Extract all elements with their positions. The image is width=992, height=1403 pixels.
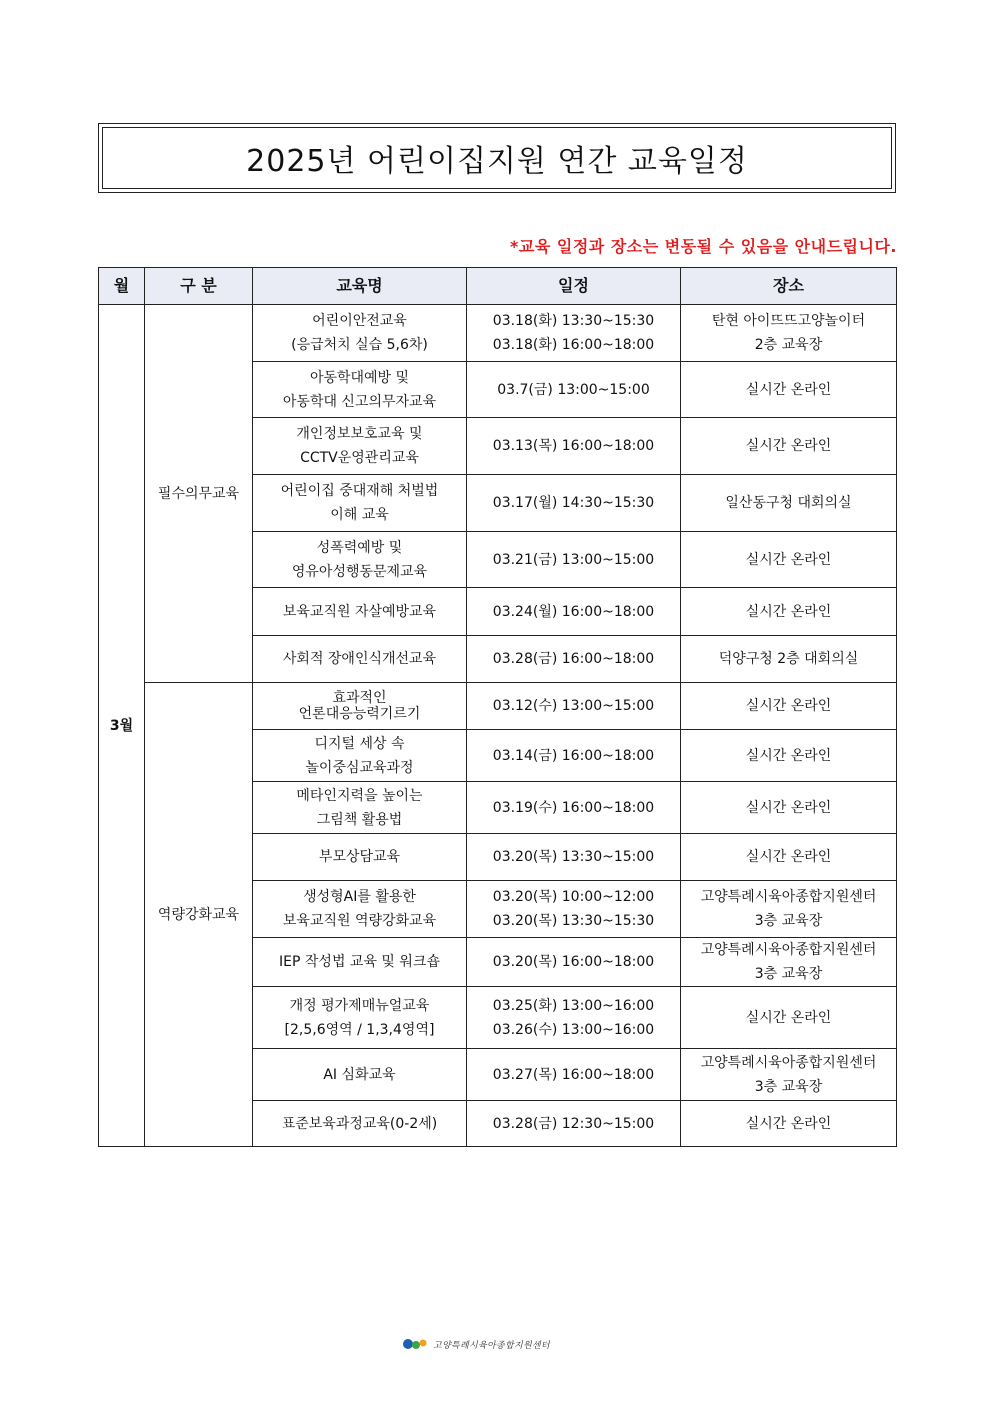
schedule-cell-line: 03.27(목) 16:00~18:00 — [492, 1066, 655, 1083]
course-name-cell-line: 디지털 세상 속 — [314, 735, 405, 752]
schedule-cell-line: 03.20(목) 13:30~15:00 — [492, 849, 655, 865]
course-name-cell-line: 보육교직원 자살예방교육 — [282, 603, 437, 620]
location-cell — [681, 475, 897, 532]
course-name-cell-line: CCTV운영관리교육 — [300, 450, 419, 466]
table-row — [99, 305, 897, 362]
course-name-cell — [253, 532, 467, 588]
location-cell-line: 실시간 온라인 — [745, 603, 832, 620]
course-name-cell-line: 메타인지력을 높이는 — [296, 787, 423, 804]
category-mandatory: 필수의무교육 — [145, 305, 253, 683]
footer-org-name: 고양특례시육아종합지원센터 — [433, 1340, 550, 1351]
location-cell-line: 덕양구청 2층 대회의실 — [718, 651, 859, 667]
course-name-cell-line: 생성형AI를 활용한 — [303, 889, 416, 905]
course-name-cell-line: 이해 교육 — [330, 507, 389, 523]
course-name-cell-line: 효과적인 — [332, 690, 387, 706]
schedule-cell-line: 03.7(금) 13:00~15:00 — [497, 381, 650, 398]
schedule-cell-line: 03.18(화) 13:30~15:30 — [492, 313, 655, 329]
header-schedule: 일정 — [467, 268, 681, 305]
course-name-cell — [253, 938, 467, 987]
course-name-cell-line: 어린이안전교육 — [312, 313, 407, 329]
schedule-cell-line: 03.25(화) 13:00~16:00 — [492, 997, 655, 1014]
course-name-cell-line: 놀이중심교육과정 — [305, 759, 414, 776]
course-name-cell — [253, 305, 467, 362]
course-name-cell-line: 사회적 장애인식개선교육 — [282, 651, 437, 667]
location-cell — [681, 683, 897, 730]
location-cell-line: 실시간 온라인 — [745, 438, 832, 454]
page-title: 2025년 어린이집지원 연간 교육일정 — [102, 127, 892, 189]
schedule-cell — [467, 532, 681, 588]
course-name-cell — [253, 362, 467, 418]
location-cell-line: 실시간 온라인 — [745, 1009, 832, 1026]
course-name-cell-line: [2,5,6영역 / 1,3,4영역] — [284, 1021, 435, 1038]
location-cell-line: 실시간 온라인 — [745, 1115, 832, 1132]
course-name-cell — [253, 881, 467, 938]
table-row — [99, 683, 897, 730]
location-cell — [681, 588, 897, 636]
schedule-cell-line: 03.20(목) 10:00~12:00 — [492, 889, 655, 905]
location-cell-line: 3층 교육장 — [754, 913, 823, 929]
course-name-cell-line: (응급처치 실습 5,6차) — [291, 337, 428, 353]
schedule-cell — [467, 683, 681, 730]
center-logo-icon — [400, 1336, 430, 1352]
course-name-cell — [253, 636, 467, 683]
schedule-cell-line: 03.19(수) 16:00~18:00 — [492, 799, 655, 816]
location-cell — [681, 532, 897, 588]
schedule-cell — [467, 730, 681, 782]
course-name-cell-line: 아동학대 신고의무자교육 — [282, 393, 437, 410]
location-cell — [681, 834, 897, 881]
schedule-cell-line: 03.12(수) 13:00~15:00 — [492, 698, 655, 714]
location-cell-line: 실시간 온라인 — [745, 849, 832, 865]
course-name-cell — [253, 834, 467, 881]
table-body — [99, 305, 897, 1147]
location-cell — [681, 730, 897, 782]
location-cell-line: 탄현 아이뜨뜨고양놀이터 — [711, 313, 866, 329]
schedule-cell — [467, 782, 681, 834]
location-cell-line: 실시간 온라인 — [745, 799, 832, 816]
course-name-cell — [253, 588, 467, 636]
schedule-table — [98, 267, 897, 1147]
course-name-cell-line: 성폭력예방 및 — [316, 539, 403, 556]
table-header-row — [99, 268, 897, 305]
course-name-cell — [253, 782, 467, 834]
course-name-cell-line: 부모상담교육 — [318, 849, 401, 865]
schedule-cell-line: 03.24(월) 16:00~18:00 — [492, 603, 655, 620]
location-cell — [681, 938, 897, 987]
location-cell — [681, 636, 897, 683]
location-cell — [681, 418, 897, 475]
schedule-cell-line: 03.28(금) 16:00~18:00 — [492, 651, 655, 667]
schedule-cell-line: 03.26(수) 13:00~16:00 — [492, 1021, 655, 1038]
location-cell — [681, 782, 897, 834]
schedule-cell-line: 03.20(목) 13:30~15:30 — [492, 913, 655, 929]
location-cell-line: 일산동구청 대회의실 — [725, 495, 852, 511]
header-category: 구 분 — [145, 268, 253, 305]
location-cell-line: 2층 교육장 — [754, 337, 823, 353]
schedule-cell — [467, 475, 681, 532]
course-name-cell — [253, 683, 467, 730]
course-name-cell-line: 언론대응능력기르기 — [298, 706, 421, 722]
location-cell — [681, 305, 897, 362]
month-cell: 3월 — [99, 305, 145, 1147]
schedule-notice: *교육 일정과 장소는 변동될 수 있음을 안내드립니다. — [510, 237, 897, 256]
course-name-cell-line: 보육교직원 역량강화교육 — [282, 913, 437, 929]
schedule-cell — [467, 938, 681, 987]
location-cell — [681, 362, 897, 418]
header-location: 장소 — [681, 268, 897, 305]
course-name-cell-line: 어린이집 중대재해 처벌법 — [280, 483, 439, 499]
course-name-cell-line: 영유아성행동문제교육 — [291, 563, 428, 580]
schedule-cell — [467, 362, 681, 418]
schedule-cell-line: 03.20(목) 16:00~18:00 — [492, 954, 655, 970]
course-name-cell-line: 표준보육과정교육(0-2세) — [281, 1115, 438, 1132]
location-cell — [681, 1101, 897, 1147]
schedule-cell — [467, 588, 681, 636]
footer-logo — [400, 1334, 550, 1354]
schedule-cell — [467, 881, 681, 938]
schedule-cell-line: 03.21(금) 13:00~15:00 — [492, 551, 655, 568]
location-cell — [681, 881, 897, 938]
schedule-cell-line: 03.18(화) 16:00~18:00 — [492, 337, 655, 353]
schedule-cell — [467, 418, 681, 475]
schedule-cell — [467, 636, 681, 683]
course-name-cell — [253, 475, 467, 532]
course-name-cell-line: 그림책 활용법 — [316, 811, 403, 828]
category-capacity: 역량강화교육 — [145, 683, 253, 1147]
course-name-cell — [253, 418, 467, 475]
location-cell — [681, 987, 897, 1049]
course-name-cell — [253, 730, 467, 782]
location-cell-line: 고양특례시육아종합지원센터 — [700, 889, 877, 905]
schedule-cell-line: 03.28(금) 12:30~15:00 — [492, 1115, 655, 1132]
course-name-cell — [253, 987, 467, 1049]
location-cell-line: 고양특례시육아종합지원센터 — [700, 942, 877, 958]
course-name-cell-line: IEP 작성법 교육 및 워크숍 — [279, 954, 440, 970]
course-name-cell-line: AI 심화교육 — [323, 1066, 396, 1083]
schedule-cell — [467, 305, 681, 362]
location-cell-line: 고양특례시육아종합지원센터 — [700, 1054, 877, 1071]
location-cell-line: 실시간 온라인 — [745, 747, 832, 764]
location-cell — [681, 1049, 897, 1101]
location-cell-line: 3층 교육장 — [754, 966, 823, 982]
title-box — [98, 123, 896, 193]
schedule-cell — [467, 1101, 681, 1147]
header-course-name: 교육명 — [253, 268, 467, 305]
schedule-cell-line: 03.14(금) 16:00~18:00 — [492, 747, 655, 764]
course-name-cell — [253, 1101, 467, 1147]
location-cell-line: 실시간 온라인 — [745, 551, 832, 568]
schedule-cell-line: 03.17(월) 14:30~15:30 — [492, 495, 655, 511]
header-month: 월 — [99, 268, 145, 305]
schedule-cell — [467, 1049, 681, 1101]
schedule-cell-line: 03.13(목) 16:00~18:00 — [492, 438, 655, 454]
location-cell-line: 실시간 온라인 — [745, 698, 832, 714]
course-name-cell-line: 개인정보보호교육 및 — [296, 426, 423, 442]
location-cell-line: 3층 교육장 — [754, 1078, 823, 1095]
location-cell-line: 실시간 온라인 — [745, 381, 832, 398]
schedule-cell — [467, 834, 681, 881]
course-name-cell-line: 개정 평가제매뉴얼교육 — [289, 997, 430, 1014]
course-name-cell-line: 아동학대예방 및 — [309, 369, 410, 386]
course-name-cell — [253, 1049, 467, 1101]
schedule-cell — [467, 987, 681, 1049]
